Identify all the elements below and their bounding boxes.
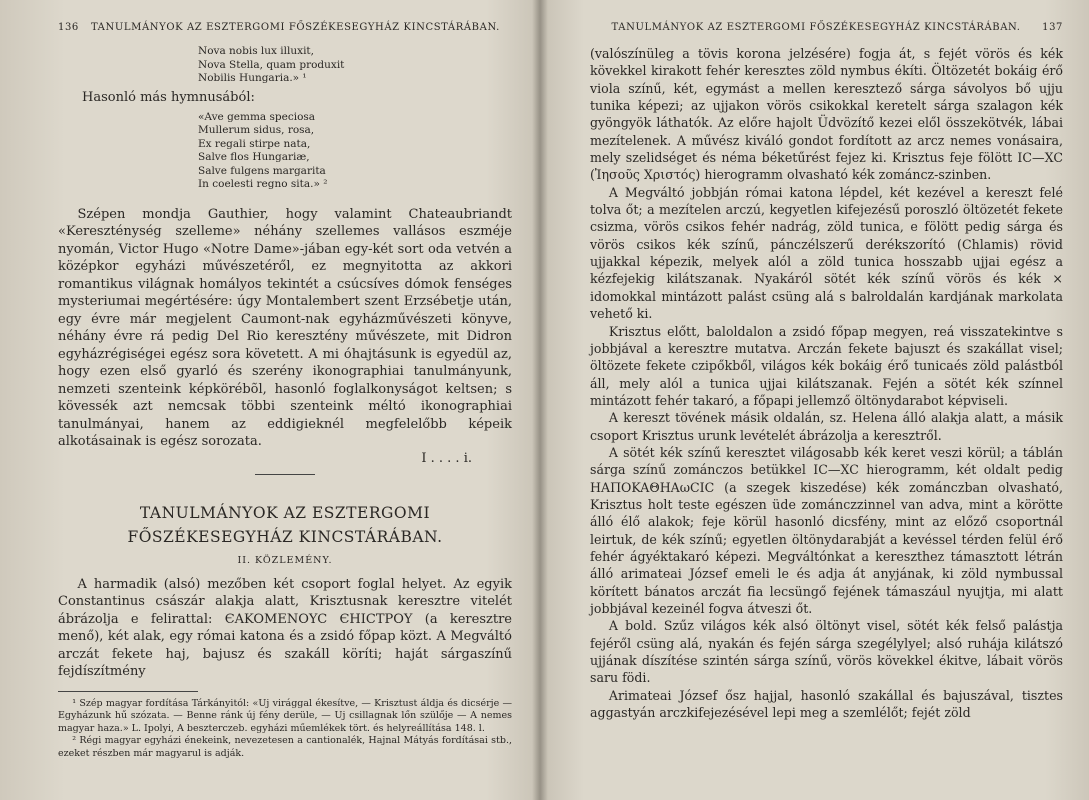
poem-line: Mullerum sidus, rosa, xyxy=(198,124,315,136)
author-signature: I . . . . i. xyxy=(421,450,472,466)
body-paragraph: A bold. Szűz világos kék alsó öltönyt visel, sötét kék felső palástja fejéről csüng alá, nyakán és fején sárga szegélylyel; alsó ruhája kilátszó ujjának díszítése szintén sárga színű, vörös kövekkel ékitve, lábait vörös saru födi. xyxy=(590,618,1063,686)
body-paragraph: A Megváltó jobbján római katona lépdel, két kezével a kereszt felé tolva őt; a mezítelen arczú, kegyetlen kifejezésű poroszló öltözetét fekete csizma, vörös csikos fehér nadrág, zöld tunica, e fölött pedig sárga és vörös csikos kék színű, pánczélszerű derékszorító (Chlamis) rövid ujjakkal képezik, melyek alól a zöld tunica hosszabb ujjai egész a kézfejekig kilátszanak. Nyakáról sötét kék színű vörös és kék × idomokkal mintázott palást csüng alá s balroldalán kardjának markolata vehető ki. xyxy=(590,184,1063,322)
left-page-number: 136 xyxy=(58,22,79,33)
poem-line: In coelesti regno sita.» ² xyxy=(198,178,328,190)
section-subtitle: II. KÖZLEMÉNY. xyxy=(237,554,333,566)
body-paragraph: A harmadik (alsó) mezőben két csoport foglal helyet. Az egyik Constantinus császár alakja alatt, Krisztusnak keresztre vitelét ábrázolja e felirattal: ЄAKOMENOYC ЄHICTPOY (a keresztre menő), két alak, egy római katona és a zsidó főpap közt. A Megváltó arczát fekete haj, bajusz és szakáll köríti; haját sárgaszínű fejdíszítmény xyxy=(58,576,512,679)
poem-line: «Ave gemma speciosa xyxy=(198,110,316,123)
body-paragraph: Krisztus előtt, baloldalon a zsidó főpap megyen, reá visszatekintve s jobbjával a keresztre mutatva. Arczán fekete bajuszt és szakállat visel; öltözete fekete czipőkből, világos kék bokáig érő tunicaés zöld palástból áll, mely alól a tunica ujjai kilátszanak. Fején a sötét kék színnel mintázott fehér takaró, a főpapi jellemző öltönydarabot képviseli. xyxy=(590,323,1063,408)
right-running-head xyxy=(590,22,1063,33)
left-running-head xyxy=(58,22,512,33)
poem-line: Nova nobis lux illuxit, xyxy=(198,45,314,57)
left-page xyxy=(0,0,540,800)
poem-line: Salve fulgens margarita xyxy=(198,164,326,177)
poem-line: Salve flos Hungariæ, xyxy=(198,151,310,163)
right-page-number: 137 xyxy=(1042,22,1063,33)
left-running-title: TANULMÁNYOK AZ ESZTERGOMI FŐSZÉKESEGYHÁZ KINCSTÁRÁBAN. xyxy=(90,22,500,33)
body-paragraph: Szépen mondja Gauthier, hogy valamint Chateaubriandt «Kereszténység szelleme» néhány szellemes vallásos eszméje nyomán, Victor Hugo «Notre Dame»-jában egy-két sort oda vetvén a középkor egyházi művészetéről, ez megnyitotta az akkori romantikus világnak homályos tekintét a csúcsíves dómok fenséges mysteriumai megértésére: úgy Montalembert szent Erzsébetje után, egy évre már megjelent Caumont-nak egyházművészeti könyve, néhány évre rá pedig Del Rio keresztény művészete, mit Didron egyházrégiségei egész sora követett. A mi óhajtásunk is egyedül az, hogy ezen első gyarló és szerény ikonographiai tanulmányunk, nemzeti szenteink képkörébõl, hasonló foglalkonyságot keltsen; s kövessék azt nemcsak többi szenteink méltó ikonographiai tanulmányai, hanem az eddigieknél megfelelőbb képeik alkotásainak is egész sorozata. xyxy=(58,206,512,449)
poem-line: Ex regali stirpe nata, xyxy=(198,137,311,150)
poem-line: Nobilis Hungaria.» ¹ xyxy=(198,72,307,84)
footnote-rule xyxy=(58,691,198,692)
poem-intro: Hasonló más hymnusából: xyxy=(82,89,255,105)
right-running-title: TANULMÁNYOK AZ ESZTERGOMI FŐSZÉKESEGYHÁZ KINCSTÁRÁBAN. xyxy=(611,22,1021,33)
footnote: ¹ Szép magyar fordítása Tárkányitól: «Uj virággal ékesítve, — Krisztust áldja és dicsérje — Egyházunk hű szózata. — Benne ránk új fény derüle, — Uj csillagnak lőn szülője — A nemes magyar haza.» L. Ipolyi, A beszterczeb. egyházi műemlékek tört. és helyreállítása 148. l. xyxy=(58,697,512,734)
footnote: ² Régi magyar egyházi énekeink, nevezetesen a cantionalék, Hajnal Mátyás fordításai stb., ezeket részben már magyarul is adják. xyxy=(58,735,512,759)
body-paragraph: (valószínüleg a tövis korona jelzésére) fogja át, s fejét vörös és kék kövekkel kirakott fehér keresztes zöld nymbus ékíti. Öltözetét bokáig érő viola színű, két, egymást a mellen keresztező sárga sávolyos bő ujju tunika képezi; az ujjakon vörös csikokkal keretelt sárga szalagon kék gyöngyök láthatók. Az előre hajolt Üdvözítő kezei elől összekötvék, lábai mezítelenek. A művész kiváló gondot fordított az arcz nemes vonásaira, mely szelidséget és néma béketűrést fejez ki. Krisztus feje fölött IC—XC (Ἰησοῦς Χριστός) hierogramm olvasható kék zománcz-szinben. xyxy=(590,46,1063,183)
body-paragraph: A kereszt tövének másik oldalán, sz. Helena álló alakja alatt, a másik csoport Krisztus urunk levételét ábrázolja a keresztről. xyxy=(590,410,1063,443)
body-paragraph: A sötét kék színű keresztet világosabb kék keret veszi körül; a táblán sárga színű zománczos betükkel IC—XC hierogramm, két oldalt pedig HAΠOKAΘHAωCIC (a szegek kiszedése) kék zománczban olvasható, Krisztus holt teste egészen üde zománczzinnel van adva, mint a körötte álló élő alakok; feje körül hasonló dicsfény, mint az előző csoportnál leirtuk, de kék színű; egyetlen öltönydarabját a kevéssel térden felül érő fehér ágyéktakaró képezi. Megváltónkat a kereszthez támasztott létrán álló arimateai József emeli le és adja át anyjának, ki zöld nymbussal körített bánatos arczát fia lecsüngő fejének támaszául nyujtja, mi alatt jobbjával kezeinél fogva átveszi őt. xyxy=(590,444,1063,616)
poem-line: Nova Stella, quam produxit xyxy=(198,58,345,71)
poem-first xyxy=(198,45,512,86)
book-gutter xyxy=(532,0,548,800)
body-paragraph: Arimateai József ősz hajjal, hasonló szakállal és bajuszával, tisztes aggastyán arczkifejezésével lepi meg a szemlélőt; fejét zöld xyxy=(590,687,1063,721)
section-divider xyxy=(255,474,315,475)
poem-second xyxy=(198,111,512,192)
section-title: TANULMÁNYOK AZ ESZTERGOMI FŐSZÉKESEGYHÁZ KINCSTÁRÁBAN. xyxy=(127,503,443,546)
right-page xyxy=(540,0,1089,800)
